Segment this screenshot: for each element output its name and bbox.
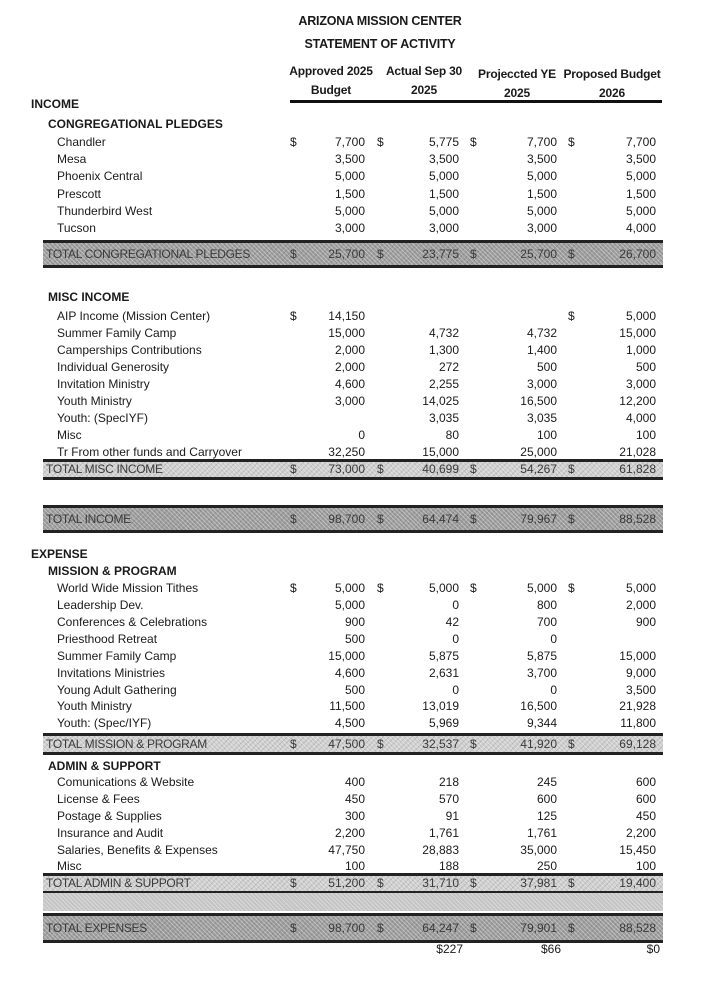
line-item-value: 15,000 [619,326,656,340]
line-item-value: 100 [635,859,656,873]
line-item-value: 4,000 [625,411,656,425]
total-misc-income-value: 61,828 [619,462,656,476]
line-item-value: 3,000 [428,221,459,235]
expense-heading-label: EXPENSE [31,547,88,561]
line-item-value: 80 [445,428,459,442]
currency-symbol: $ [377,135,384,149]
line-item-value: 5,000 [625,204,656,218]
total-congregational-pledges-label: TOTAL CONGREGATIONAL PLEDGES [46,247,251,261]
line-item-value: 4,732 [428,326,459,340]
currency-symbol: $ [290,135,297,149]
line-item-label: Chandler [57,135,106,149]
line-item-value: 500 [536,360,557,374]
line-item-value: 42 [445,615,459,629]
line-item-value: 3,000 [526,377,557,391]
net-surplus-value: $66 [540,942,561,956]
currency-symbol: $ [377,737,384,751]
line-item-value: 3,500 [625,152,656,166]
line-item-value: 600 [536,792,557,806]
line-item-value: 5,000 [334,204,365,218]
line-item-value: 16,500 [520,699,557,713]
total-mission-program-value: 69,128 [619,737,656,751]
line-item-value: 245 [536,775,557,789]
line-item-value: 3,000 [625,377,656,391]
line-item-value: 13,019 [422,699,459,713]
currency-symbol: $ [470,512,477,526]
currency-symbol: $ [290,581,297,595]
line-item-value: 600 [635,792,656,806]
line-item-value: 14,025 [422,394,459,408]
line-item-value: 1,300 [428,343,459,357]
currency-symbol: $ [568,921,575,935]
column-header-projected-ye-2025: Projeccted YE 2025 [478,67,556,100]
line-item-label: Misc [57,859,82,873]
pledges-heading [0,116,728,133]
line-item-row [0,698,728,715]
line-item-value: 2,000 [334,343,365,357]
line-item-row [0,325,728,342]
line-item-row [0,376,728,393]
total-misc-income-value: 40,699 [422,462,459,476]
line-item-row [0,427,728,444]
line-item-value: 5,969 [428,716,459,730]
line-item-value: 450 [635,809,656,823]
line-item-label: Salaries, Benefits & Expenses [57,843,218,857]
line-item-value: 15,000 [328,326,365,340]
line-item-row [0,631,728,648]
line-item-value: 5,000 [428,581,459,595]
total-income-value: 64,474 [422,512,459,526]
total-expenses-label: TOTAL EXPENSES [46,921,147,935]
total-mission-program-value: 47,500 [328,737,365,751]
total-congregational-pledges [43,240,663,268]
line-item-value: 3,035 [526,411,557,425]
line-item-value: 7,700 [625,135,656,149]
line-item-value: 5,875 [428,649,459,663]
misc-income-heading [0,289,728,306]
total-congregational-pledges-value: 25,700 [520,247,557,261]
line-item-value: 5,000 [625,581,656,595]
line-item-value: 500 [344,632,365,646]
total-income [43,505,663,533]
line-item-row [0,808,728,825]
line-item-value: 1,400 [526,343,557,357]
line-item-value: 15,000 [328,649,365,663]
line-item-value: 3,000 [526,221,557,235]
currency-symbol: $ [377,581,384,595]
line-item-row [0,715,728,732]
total-expenses-value: 64,247 [422,921,459,935]
line-item-value: 9,344 [526,716,557,730]
line-item-label: Invitations Ministries [57,666,166,680]
line-item-value: 9,000 [625,666,656,680]
line-item-value: 0 [358,428,365,442]
line-item-label: Conferences & Celebrations [57,615,208,629]
line-item-row [0,168,728,185]
currency-symbol: $ [568,737,575,751]
line-item-row [0,410,728,427]
line-item-value: 0 [452,598,459,612]
currency-symbol: $ [290,876,297,890]
total-mission-program [43,733,663,755]
line-item-value: 5,000 [625,169,656,183]
line-item-value: 4,600 [334,377,365,391]
line-item-value: 450 [344,792,365,806]
line-item-label: Tr From other funds and Carryover [57,445,242,459]
line-item-value: 272 [438,360,459,374]
line-item-value: 100 [344,859,365,873]
currency-symbol: $ [290,921,297,935]
line-item-value: 5,000 [334,169,365,183]
line-item-value: 400 [344,775,365,789]
shaded-spacer [43,893,663,911]
pledges-heading-label: CONGREGATIONAL PLEDGES [48,117,223,131]
total-income-value: 88,528 [619,512,656,526]
net-surplus-value: $227 [436,942,463,956]
line-item-value: 5,875 [526,649,557,663]
line-item-value: 47,750 [328,843,365,857]
line-item-label: Phoenix Central [57,169,143,183]
total-misc-income-value: 73,000 [328,462,365,476]
line-item-row [0,774,728,791]
line-item-value: 28,883 [422,843,459,857]
currency-symbol: $ [470,737,477,751]
line-item-row [0,342,728,359]
line-item-value: 1,500 [526,187,557,201]
line-item-label: Mesa [57,152,87,166]
line-item-label: Youth Ministry [57,394,132,408]
admin-support-heading-label: ADMIN & SUPPORT [48,759,161,773]
line-item-value: 5,000 [428,204,459,218]
line-item-value: 1,500 [625,187,656,201]
net-surplus-value: $0 [646,942,660,956]
currency-symbol: $ [568,135,575,149]
line-item-value: 700 [536,615,557,629]
line-item-value: 5,000 [334,581,365,595]
currency-symbol: $ [377,247,384,261]
line-item-value: 0 [452,683,459,697]
mission-program-heading [0,563,728,580]
line-item-value: 1,000 [625,343,656,357]
line-item-value: 21,028 [619,445,656,459]
income-heading-label: INCOME [31,97,79,111]
total-misc-income-label: TOTAL MISC INCOME [46,462,163,476]
currency-symbol: $ [470,462,477,476]
line-item-value: 21,928 [619,699,656,713]
line-item-value: 7,700 [526,135,557,149]
line-item-label: Comunications & Website [57,775,195,789]
line-item-row [0,614,728,631]
line-item-value: 900 [344,615,365,629]
line-item-value: 3,500 [526,152,557,166]
misc-income-heading-label: MISC INCOME [48,290,130,304]
total-expenses-value: 98,700 [328,921,365,935]
currency-symbol: $ [568,247,575,261]
total-congregational-pledges-value: 23,775 [422,247,459,261]
line-item-label: Youth: (SpecIYF) [57,411,148,425]
column-header-actual-sep-2025: Actual Sep 30 2025 [385,64,463,97]
line-item-label: Young Adult Gathering [57,683,177,697]
line-item-value: 15,000 [422,445,459,459]
line-item-value: 11,500 [329,699,365,713]
admin-support-heading [0,758,728,775]
line-item-value: 4,500 [334,716,365,730]
line-item-row [0,220,728,237]
total-admin-support-value: 37,981 [520,876,557,890]
line-item-label: AIP Income (Mission Center) [57,309,211,323]
line-item-value: 25,000 [520,445,557,459]
line-item-row [0,308,728,325]
total-expenses-value: 88,528 [619,921,656,935]
expense-heading [0,546,728,563]
line-item-label: Thunderbird West [57,204,153,218]
line-item-label: Youth: (Spec/IYF) [57,716,152,730]
currency-symbol: $ [568,876,575,890]
total-mission-program-value: 32,537 [422,737,459,751]
line-item-row [0,203,728,220]
line-item-value: 0 [550,683,557,697]
currency-symbol: $ [377,921,384,935]
line-item-label: Youth Ministry [57,699,132,713]
line-item-value: 14,150 [328,309,365,323]
line-item-value: 3,000 [334,394,365,408]
line-item-value: 600 [635,775,656,789]
line-item-value: 15,000 [619,649,656,663]
line-item-value: 15,450 [619,843,656,857]
currency-symbol: $ [377,876,384,890]
total-admin-support-value: 31,710 [422,876,459,890]
currency-symbol: $ [377,512,384,526]
currency-symbol: $ [290,512,297,526]
line-item-label: Priesthood Retreat [57,632,158,646]
line-item-value: 570 [438,792,459,806]
total-income-value: 98,700 [328,512,365,526]
line-item-row [0,791,728,808]
line-item-value: 2,631 [428,666,459,680]
line-item-value: 3,500 [428,152,459,166]
total-misc-income [43,459,663,480]
line-item-value: 5,000 [526,169,557,183]
line-item-value: 16,500 [520,394,557,408]
currency-symbol: $ [290,462,297,476]
line-item-value: 125 [536,809,557,823]
line-item-value: 5,775 [428,135,459,149]
line-item-row [0,393,728,410]
line-item-row [0,682,728,699]
line-item-value: 2,200 [625,826,656,840]
line-item-row [0,359,728,376]
line-item-row [0,648,728,665]
line-item-label: Leadership Dev. [57,598,144,612]
line-item-value: 3,500 [625,683,656,697]
line-item-row [0,597,728,614]
line-item-value: 4,600 [334,666,365,680]
line-item-value: 3,500 [334,152,365,166]
line-item-value: 0 [452,632,459,646]
line-item-row [0,580,728,597]
total-mission-program-label: TOTAL MISSION & PROGRAM [46,737,207,751]
line-item-value: 2,200 [334,826,365,840]
currency-symbol: $ [470,135,477,149]
line-item-row [0,186,728,203]
total-income-label: TOTAL INCOME [46,512,131,526]
total-admin-support-value: 51,200 [328,876,365,890]
line-item-value: 500 [344,683,365,697]
currency-symbol: $ [568,512,575,526]
line-item-value: 5,000 [526,204,557,218]
income-heading [0,96,728,113]
line-item-value: 5,000 [526,581,557,595]
line-item-label: Summer Family Camp [57,649,177,663]
line-item-value: 11,800 [620,716,656,730]
line-item-value: 1,500 [428,187,459,201]
line-item-row [0,842,728,859]
line-item-label: Tucson [57,221,96,235]
currency-symbol: $ [290,309,297,323]
line-item-value: 32,250 [328,445,365,459]
line-item-value: 500 [635,360,656,374]
line-item-label: Misc [57,428,82,442]
line-item-value: 100 [635,428,656,442]
line-item-value: 100 [536,428,557,442]
total-expenses-value: 79,901 [520,921,557,935]
line-item-value: 4,732 [526,326,557,340]
line-item-value: 900 [635,615,656,629]
currency-symbol: $ [470,876,477,890]
line-item-value: 1,761 [428,826,459,840]
currency-symbol: $ [470,581,477,595]
currency-symbol: $ [568,462,575,476]
total-income-value: 79,967 [520,512,557,526]
line-item-value: 35,000 [520,843,557,857]
line-item-label: Prescott [57,187,102,201]
line-item-value: 3,700 [526,666,557,680]
line-item-value: 7,700 [334,135,365,149]
currency-symbol: $ [470,921,477,935]
line-item-value: 1,761 [526,826,557,840]
currency-symbol: $ [568,309,575,323]
currency-symbol: $ [290,247,297,261]
line-item-label: License & Fees [57,792,140,806]
line-item-row [0,665,728,682]
line-item-label: World Wide Mission Tithes [57,581,199,595]
line-item-value: 2,000 [625,598,656,612]
org-title: ARIZONA MISSION CENTER [298,14,462,28]
line-item-value: 12,200 [619,394,656,408]
line-item-value: 5,000 [625,309,656,323]
column-header-proposed-2026: Proposed Budget 2026 [563,67,661,100]
line-item-label: Insurance and Audit [57,826,164,840]
line-item-label: Invitation Ministry [57,377,150,391]
line-item-value: 3,000 [334,221,365,235]
total-congregational-pledges-value: 25,700 [328,247,365,261]
line-item-row [0,151,728,168]
line-item-value: 91 [445,809,459,823]
line-item-value: 800 [536,598,557,612]
line-item-value: 4,000 [625,221,656,235]
report-title: STATEMENT OF ACTIVITY [304,37,456,51]
currency-symbol: $ [568,581,575,595]
line-item-value: 250 [536,859,557,873]
line-item-value: 1,500 [334,187,365,201]
line-item-value: 5,000 [334,598,365,612]
line-item-label: Camperships Contributions [57,343,202,357]
currency-symbol: $ [290,737,297,751]
currency-symbol: $ [470,247,477,261]
total-admin-support [43,873,663,894]
total-expenses [43,913,663,943]
currency-symbol: $ [377,462,384,476]
total-admin-support-value: 19,400 [619,876,656,890]
line-item-row [0,134,728,151]
line-item-label: Postage & Supplies [57,809,162,823]
line-item-label: Summer Family Camp [57,326,177,340]
line-item-value: 5,000 [428,169,459,183]
total-mission-program-value: 41,920 [520,737,557,751]
line-item-value: 2,255 [428,377,459,391]
line-item-row [0,825,728,842]
column-header-approved-2025: Approved 2025 Budget [289,64,373,97]
line-item-value: 300 [344,809,365,823]
line-item-value: 218 [438,775,459,789]
total-admin-support-label: TOTAL ADMIN & SUPPORT [46,876,191,890]
total-misc-income-value: 54,267 [520,462,557,476]
line-item-label: Individual Generosity [57,360,170,374]
line-item-value: 3,035 [428,411,459,425]
mission-program-heading-label: MISSION & PROGRAM [48,564,177,578]
line-item-value: 0 [550,632,557,646]
line-item-value: 2,000 [334,360,365,374]
total-congregational-pledges-value: 26,700 [619,247,656,261]
line-item-value: 188 [438,859,459,873]
